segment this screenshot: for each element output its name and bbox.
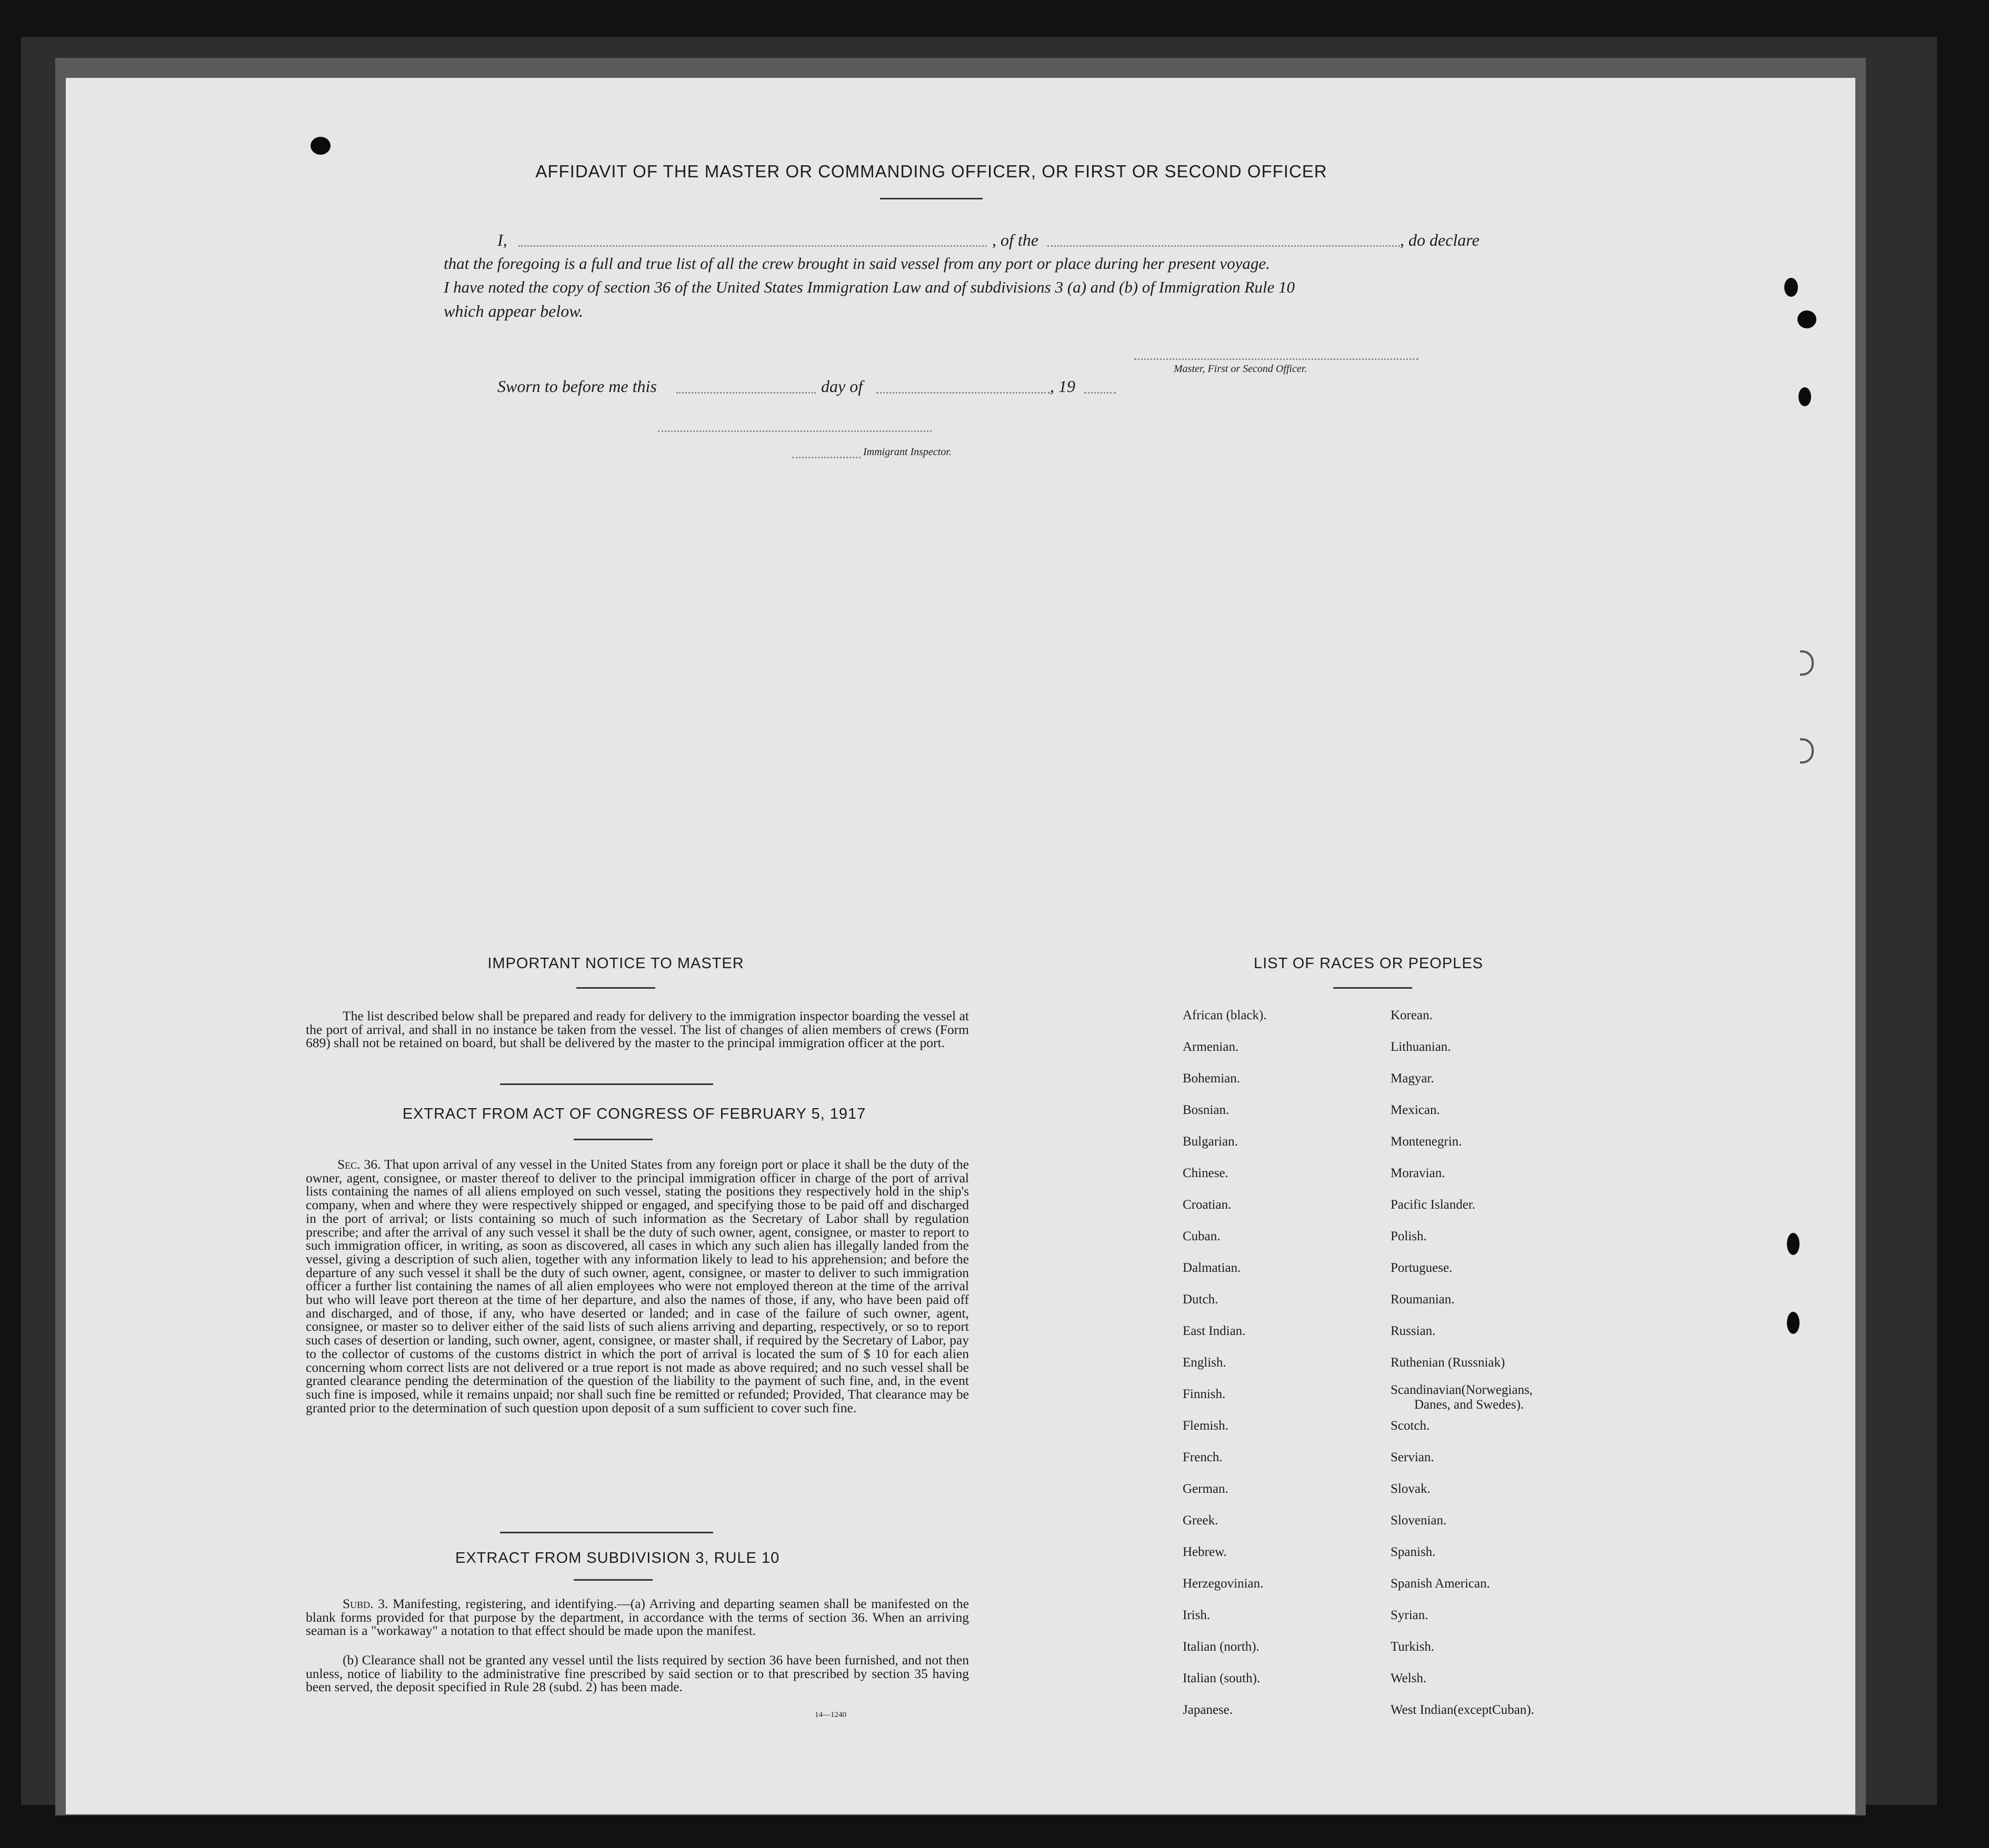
subdivision-b-text: (b) Clearance shall not be granted any vessel until the lists required by section 36 have been furnished, and not then unless, notice of liability to the administrative fine prescribed by said section or to that prescribed by section 35 having been served, the deposit specified in Rule 28 (subd. 2) has been made. [306, 1652, 969, 1695]
race-item: Cuban. [1183, 1229, 1221, 1243]
race-item: Montenegrin. [1391, 1134, 1462, 1149]
inspector-signature-blank[interactable] [658, 430, 932, 432]
binding-ring [1800, 650, 1814, 676]
extract-act-text [306, 1158, 969, 1414]
affidavit-i: I, [497, 230, 507, 249]
race-item: West Indian(exceptCuban). [1391, 1703, 1534, 1717]
affidavit-line-2: that the foregoing is a full and true list of all the crew brought in said vessel from any port or place during her present voyage. [444, 254, 1270, 273]
extract-act-title-underline [574, 1139, 653, 1140]
section-divider [500, 1532, 713, 1533]
race-item: Finnish. [1183, 1387, 1226, 1401]
race-item: Korean. [1391, 1008, 1433, 1022]
race-item: English. [1183, 1355, 1226, 1370]
race-item: Slovak. [1391, 1482, 1431, 1496]
inspector-caption-leader [792, 457, 861, 458]
signature-blank[interactable] [1134, 358, 1418, 360]
race-item: Scotch. [1391, 1419, 1430, 1433]
race-item: Bohemian. [1183, 1071, 1241, 1086]
race-item: Welsh. [1391, 1671, 1427, 1685]
section-36-body: That upon arrival of any vessel in the United States from any foreign port or place it shall be the duty of the owner, agent, consignee, or master thereof to deliver to the principal immigration officer in charge of the port of arrival lists containing the names of all aliens employed on such vessel, stating the positions they respectively hold in the ship's company, when and where they were respectively shipped or engaged, and specifying those to be paid off and discharged in the port of arrival; or lists containing so much of such information as the Secretary of Labor shall by regulation prescribe; and after the arrival of any such vessel it shall be the duty of such owner, agent, consignee, or master to report to such immigration officer, in writing, as soon as discovered, all cases in which any such alien has illegally landed from the vessel, giving a description of such alien, together with any information likely to lead to his apprehension; and before the departure of any such vessel it shall be the duty of such owner, agent, consignee, or master to deliver to such immigration officer a further list containing the names of all alien employees who were not employed thereon at the time of the arrival but who will leave port thereon at the time of her departure, and also the names of those, if any, who have been paid off and discharged, and of those, if any, who have deserted or landed; and in case of the failure of such owner, agent, consignee, or master so to deliver either of the said lists of such aliens arriving and departing, respectively, or so to report such cases of desertion or landing, such owner, agent, consignee, or master shall, if required by the Secretary of Labor, pay to the collector of customs of the customs district in which the port of arrival is located the sum of $ 10 for each alien concerning whom correct lists are not delivered or a true report is not made as above required; and no such vessel shall be granted clearance pending the determination of the question of the liability to the payment of such fine, and, in the event such fine is imposed, while it remains unpaid; nor shall such fine be remitted or refunded; Provided, That clearance may be granted prior to the determination of such question upon deposit of a sum sufficient to cover such fine. [306, 1157, 969, 1415]
race-item: Russian. [1391, 1324, 1436, 1338]
notice-title: IMPORTANT NOTICE TO MASTER [487, 955, 744, 972]
race-item: Roumanian. [1391, 1292, 1455, 1307]
race-item: Spanish. [1391, 1545, 1436, 1559]
name-blank[interactable] [518, 245, 987, 247]
race-item: Dutch. [1183, 1292, 1218, 1307]
races-title-underline [1333, 987, 1412, 989]
subdivision-3-label: Subd. 3. [343, 1596, 388, 1611]
title-underline [880, 198, 983, 199]
races-title: LIST OF RACES OR PEOPLES [1253, 955, 1484, 972]
inspector-caption: Immigrant Inspector. [863, 446, 952, 458]
race-item: Spanish American. [1391, 1576, 1490, 1591]
race-item-continuation: Danes, and Swedes). [1414, 1398, 1524, 1412]
race-item: Syrian. [1391, 1608, 1428, 1622]
sworn-year: , 19 [1050, 377, 1075, 396]
extract-act-title: EXTRACT FROM ACT OF CONGRESS OF FEBRUARY 5, 1917 [402, 1106, 866, 1122]
extract-rule-title: EXTRACT FROM SUBDIVISION 3, RULE 10 [455, 1550, 780, 1566]
notice-title-underline [576, 987, 655, 989]
race-item: French. [1183, 1450, 1223, 1464]
race-item: Greek. [1183, 1513, 1218, 1528]
race-item: Servian. [1391, 1450, 1434, 1464]
race-item: Pacific Islander. [1391, 1198, 1476, 1212]
race-item: Hebrew. [1183, 1545, 1227, 1559]
race-item: Turkish. [1391, 1640, 1435, 1654]
binding-ring [1800, 738, 1814, 764]
affidavit-of-the: , of the [992, 230, 1038, 249]
race-item: Bosnian. [1183, 1103, 1230, 1117]
race-item: Ruthenian (Russniak) [1391, 1355, 1505, 1370]
race-item: Chinese. [1183, 1166, 1228, 1180]
race-item: German. [1183, 1482, 1228, 1496]
affidavit-title: AFFIDAVIT OF THE MASTER OR COMMANDING OFFICER, OR FIRST OR SECOND OFFICER [535, 162, 1327, 181]
section-36-label: Sec. 36. [337, 1157, 381, 1172]
affidavit-line-3: I have noted the copy of section 36 of the United States Immigration Law and of subdivisions 3 (a) and (b) of Immigration Rule 10 [444, 278, 1295, 296]
race-item: Polish. [1391, 1229, 1427, 1243]
race-item: Herzegovinian. [1183, 1576, 1264, 1591]
punch-hole [1787, 1312, 1800, 1334]
punch-hole [1787, 1233, 1800, 1255]
race-item: Bulgarian. [1183, 1134, 1238, 1149]
punch-hole [1784, 278, 1798, 297]
form-number: 14—1240 [815, 1711, 846, 1719]
race-item: Italian (south). [1183, 1671, 1261, 1685]
extract-rule-title-underline [574, 1579, 653, 1581]
day-blank[interactable] [676, 392, 816, 394]
affidavit-declare: , do declare [1400, 230, 1480, 249]
race-item: Japanese. [1183, 1703, 1233, 1717]
race-item: Italian (north). [1183, 1640, 1260, 1654]
race-item: Flemish. [1183, 1419, 1228, 1433]
document-page [66, 78, 1855, 1814]
race-item: Portuguese. [1391, 1261, 1453, 1275]
subdivision-a-text [306, 1597, 969, 1638]
race-item: Dalmatian. [1183, 1261, 1241, 1275]
subdivision-a-body: Manifesting, registering, and identifying.—(a) Arriving and departing seamen shall be manifested on the blank forms provided for that purpose by the department, in accordance with the terms of section 36. When an arriving seaman is a "workaway" a notation to that effect should be made upon the manifest. [306, 1596, 969, 1639]
race-item: Irish. [1183, 1608, 1211, 1622]
race-item: Magyar. [1391, 1071, 1434, 1086]
race-item: Lithuanian. [1391, 1040, 1451, 1054]
month-blank[interactable] [876, 392, 1050, 394]
race-item: African (black). [1183, 1008, 1267, 1022]
race-item: Moravian. [1391, 1166, 1445, 1180]
race-item: Armenian. [1183, 1040, 1239, 1054]
affidavit-line-4: which appear below. [444, 302, 584, 320]
race-item: Mexican. [1391, 1103, 1440, 1117]
year-blank[interactable] [1084, 392, 1116, 394]
race-item: Scandinavian(Norwegians, [1391, 1383, 1533, 1397]
race-item: Slovenian. [1391, 1513, 1447, 1528]
punch-hole [1798, 387, 1811, 406]
vessel-blank[interactable] [1047, 245, 1400, 247]
section-divider [500, 1083, 713, 1085]
sworn-prefix: Sworn to before me this [497, 377, 657, 396]
punch-hole [311, 137, 331, 155]
signature-caption: Master, First or Second Officer. [1174, 363, 1307, 375]
sworn-day-of: day of [821, 377, 863, 396]
punch-hole [1797, 310, 1816, 328]
notice-text: The list described below shall be prepared and ready for delivery to the immigration inspector boarding the vessel at the port of arrival, and shall in no instance be taken from the vessel. The list of changes of alien members of crews (Form 689) shall not be retained on board, but shall be delivered by the master to the principal immigration officer at the port. [306, 1008, 969, 1051]
race-item: East Indian. [1183, 1324, 1246, 1338]
race-item: Croatian. [1183, 1198, 1232, 1212]
